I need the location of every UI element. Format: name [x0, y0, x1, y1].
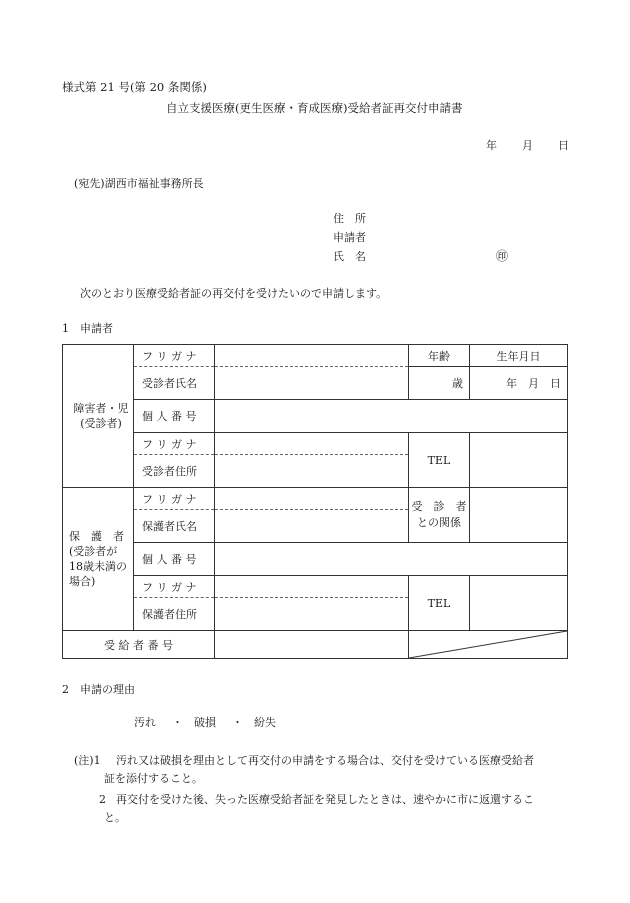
- table-row: [63, 488, 568, 510]
- date-day: 日: [558, 139, 569, 152]
- note-prefix: (注)1: [74, 754, 101, 767]
- birthdate-header: 生年月日: [470, 345, 568, 367]
- guardian-address-furigana-field[interactable]: [215, 576, 409, 598]
- guardian-address-label: 保護者住所: [134, 598, 215, 631]
- furigana-label: フ リ ガ ナ: [134, 345, 215, 367]
- guardian-address-field[interactable]: [215, 598, 409, 631]
- form-number: 様式第 21 号(第 20 条関係): [62, 80, 207, 94]
- applicant-label: 申請者: [333, 231, 366, 244]
- address-label: 住 所: [333, 212, 366, 225]
- date-year: 年: [486, 139, 497, 152]
- guardian-name-label: 保護者氏名: [134, 510, 215, 543]
- note2-number: 2: [99, 793, 106, 806]
- guardian-group-label: 保 護 者 (受診者が 18歳未満の 場合): [63, 488, 134, 631]
- patient-individual-number-field[interactable]: [215, 400, 568, 433]
- note1-line1: 汚れ又は破損を理由として再交付の申請をする場合は、交付を受けている医療受給者: [116, 754, 534, 767]
- guardian-individual-number-label: 個 人 番 号: [134, 543, 215, 576]
- patient-name-label: 受診者氏名: [134, 367, 215, 400]
- diagonal-line: [409, 631, 567, 658]
- furigana-label: フ リ ガ ナ: [134, 433, 215, 455]
- age-header: 年齢: [409, 345, 470, 367]
- furigana-label: フ リ ガ ナ: [134, 576, 215, 598]
- diagonal-cell: [409, 631, 568, 659]
- table-row: [63, 576, 568, 598]
- reason-damaged[interactable]: 破損: [194, 716, 216, 729]
- addressee: (宛先)湖西市福祉事務所長: [74, 177, 204, 190]
- patient-tel-label: TEL: [409, 433, 470, 488]
- intro-text: 次のとおり医療受給者証の再交付を受けたいので申請します。: [80, 287, 388, 300]
- note1-line2: 証を添付すること。: [104, 772, 203, 785]
- recipient-number-field[interactable]: [215, 631, 409, 659]
- table-row: [63, 433, 568, 455]
- relation-field[interactable]: [470, 488, 568, 543]
- patient-individual-number-label: 個 人 番 号: [134, 400, 215, 433]
- table-row: [63, 400, 568, 433]
- patient-furigana-field[interactable]: [215, 345, 409, 367]
- guardian-individual-number-field[interactable]: [215, 543, 568, 576]
- guardian-furigana-field[interactable]: [215, 488, 409, 510]
- patient-group-label: 障害者・児 (受診者): [63, 345, 134, 488]
- guardian-tel-label: TEL: [409, 576, 470, 631]
- relation-label: 受 診 者 との関係: [409, 488, 470, 543]
- reason-dirty[interactable]: 汚れ: [134, 716, 156, 729]
- age-field[interactable]: [409, 367, 470, 400]
- birthdate-units: 年 月 日: [506, 377, 561, 390]
- furigana-label: フ リ ガ ナ: [134, 488, 215, 510]
- seal-mark: ㊞: [496, 249, 509, 263]
- table-row: [63, 543, 568, 576]
- guardian-name-field[interactable]: [215, 510, 409, 543]
- recipient-number-label: 受 給 者 番 号: [63, 631, 215, 659]
- patient-tel-field[interactable]: [470, 433, 568, 488]
- table-row: [63, 631, 568, 659]
- reason-separator: ・: [172, 716, 183, 729]
- table-row: [63, 345, 568, 367]
- guardian-tel-field[interactable]: [470, 576, 568, 631]
- patient-name-field[interactable]: [215, 367, 409, 400]
- note2-line1: 再交付を受けた後、失った医療受給者証を発見したときは、速やかに市に返還するこ: [116, 793, 534, 806]
- reason-separator: ・: [232, 716, 243, 729]
- patient-address-label: 受診者住所: [134, 455, 215, 488]
- reason-lost[interactable]: 紛失: [254, 716, 276, 729]
- age-unit: 歳: [452, 377, 463, 390]
- name-label: 氏 名: [333, 250, 366, 263]
- document-title: 自立支援医療(更生医療・育成医療)受給者証再交付申請書: [166, 101, 463, 115]
- birthdate-field[interactable]: [470, 367, 568, 400]
- table-row: [63, 367, 568, 400]
- section2-title: 2 申請の理由: [62, 683, 135, 696]
- section1-title: 1 申請者: [62, 322, 113, 335]
- applicant-table: [62, 344, 568, 659]
- patient-address-field[interactable]: [215, 455, 409, 488]
- patient-address-furigana-field[interactable]: [215, 433, 409, 455]
- note2-line2: と。: [104, 811, 126, 824]
- date-month: 月: [522, 139, 533, 152]
